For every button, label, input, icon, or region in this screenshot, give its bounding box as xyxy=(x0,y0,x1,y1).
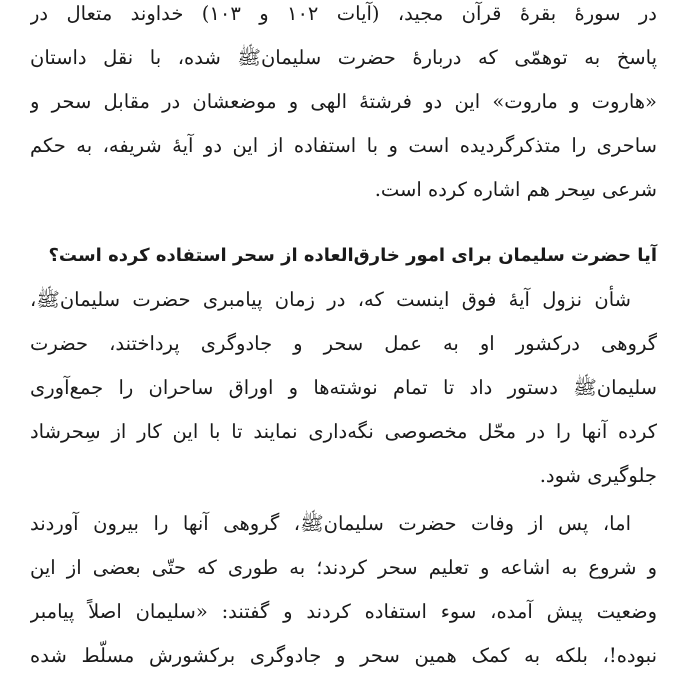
document-page xyxy=(30,0,657,681)
paragraph-line: و شروع به اشاعه و تعلیم سحر کردند؛ به طوری که حتّی بعضی از این xyxy=(30,556,657,579)
paragraph-line: گروهی درکشور او به عمل سحر و جادوگری پرداختند، حضرت xyxy=(30,332,657,355)
paragraph-line: نبوده!، بلکه به کمک همین سحر و جادوگری برکشورش مسلّط شده xyxy=(30,644,657,667)
paragraph-line: سلیمانﷺ دستور داد تا تمام نوشته‌ها و اوراق ساحران را جمع‌آوری xyxy=(30,376,657,399)
paragraph-line: کرده آنها را در محّل مخصوصی نگه‌داری نمایند تا با این کار از سِحرشاد xyxy=(30,420,657,443)
paragraph-line: پاسخ به توهمّی که دربارۀ حضرت سلیمانﷺ شده، با نقل داستان xyxy=(30,46,657,69)
paragraph-line: در سورۀ بقرۀ قرآن مجید، (آیات ۱۰۲ و ۱۰۳) خداوند متعال در xyxy=(30,2,657,25)
section-heading: آیا حضرت سلیمان برای امور خارق‌العاده از سحر استفاده کرده است؟ xyxy=(48,245,657,266)
paragraph-line: وضعیت پیش آمده، سوء استفاده کردند و گفتند: «سلیمان اصلاً پیامبر xyxy=(30,600,657,623)
paragraph-line: شأن نزول آیۀ فوق اینست که، در زمان پیامبری حضرت سلیمانﷺ، xyxy=(30,288,631,311)
paragraph-line: جلوگیری شود. xyxy=(539,464,657,487)
paragraph-line: ساحری را متذکرگردیده است و با استفاده از این دو آیۀ شریفه، به حکم xyxy=(30,134,657,157)
paragraph-line: اما، پس از وفات حضرت سلیمانﷺ، گروهی آنها را بیرون آوردند xyxy=(30,512,631,535)
paragraph-line: شرعی سِحر هم اشاره کرده است. xyxy=(374,178,657,201)
paragraph-line: «هاروت و ماروت» این دو فرشتۀ الهی و موضعشان در مقابل سحر و xyxy=(30,90,657,113)
